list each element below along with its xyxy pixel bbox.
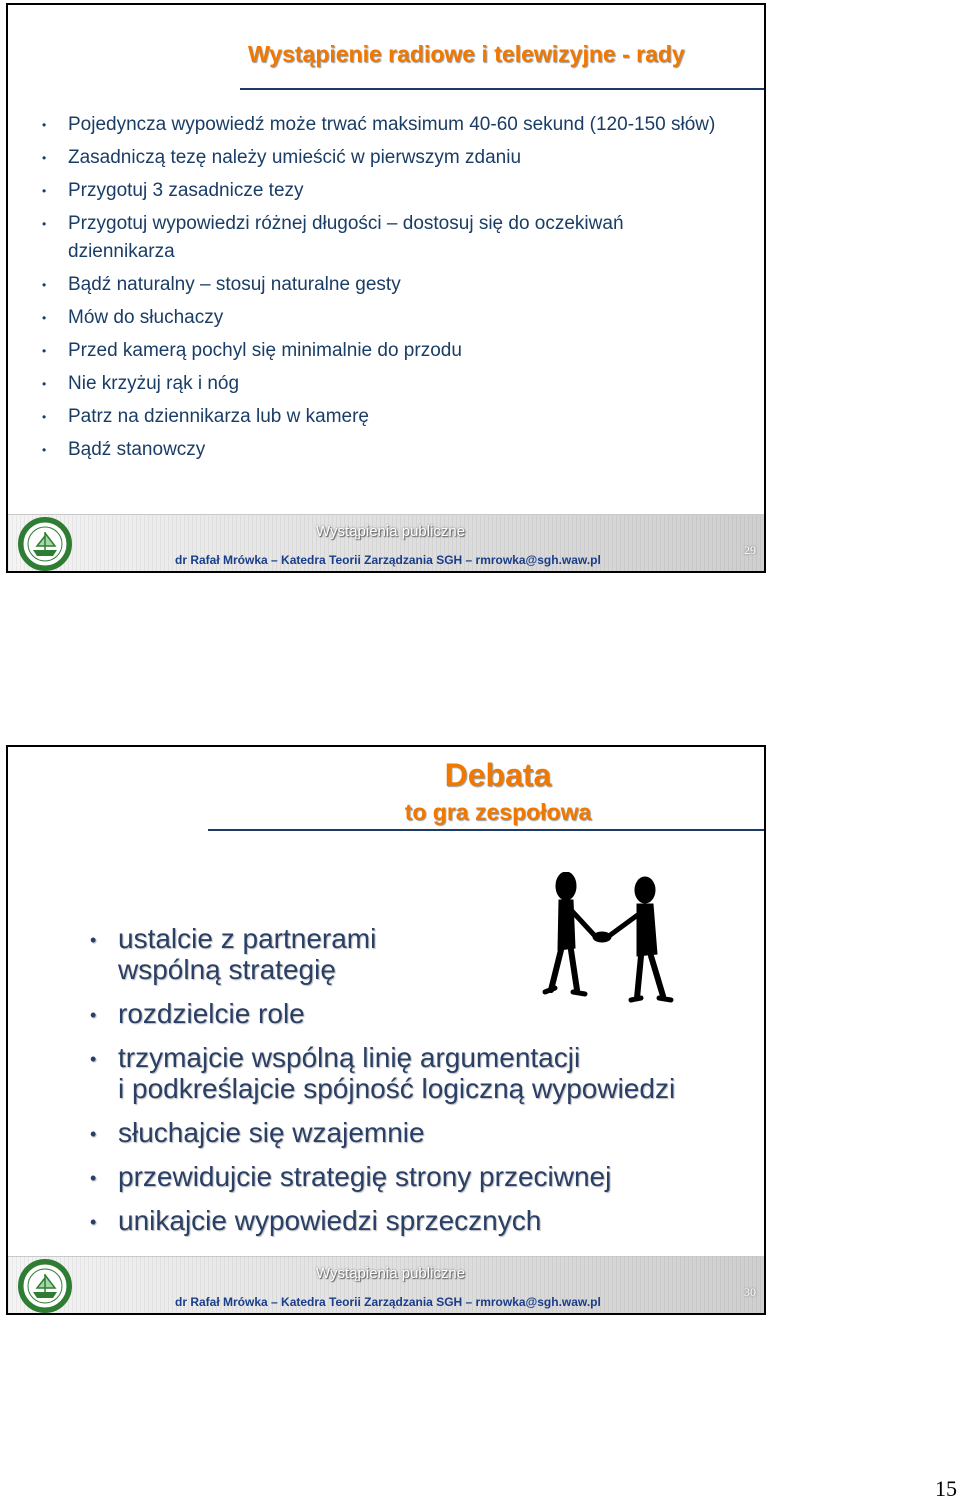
bullet-icon: • [90,1124,97,1144]
course-name: Wystąpienia publiczne [316,523,466,540]
list-item: • Mów do słuchaczy [68,304,728,332]
slide-30 [6,745,766,1315]
list-item: • Przygotuj 3 zasadnicze tezy [68,177,728,205]
bullet-icon: • [90,1168,97,1188]
slide-subtitle: to gra zespołowa [404,799,592,825]
bullet-icon: • [42,151,47,165]
university-logo-icon [18,1259,72,1313]
bullet-icon: • [42,217,47,231]
title-divider [208,829,764,831]
list-item: • unikajcie wypowiedzi sprzecznych [90,1205,542,1236]
list-item: • słuchajcie się wzajemnie [90,1117,425,1148]
slide-title: Debata [444,757,552,793]
author-info: dr Rafał Mrówka – Katedra Teorii Zarządzania SGH – rmrowka@sgh.waw.pl [175,553,601,567]
slide-footer [8,1256,764,1313]
bullet-list [42,111,728,469]
slide-number: 29 [744,543,756,557]
bullet-icon: • [42,184,47,198]
bullet-icon: • [42,344,47,358]
course-name: Wystąpienia publiczne [316,1265,466,1282]
slide-footer [8,514,764,571]
bullet-list [90,923,758,1249]
list-item: • Nie krzyżuj rąk i nóg [68,370,728,398]
list-item: • Bądź naturalny – stosuj naturalne gesty [68,271,728,299]
list-item: • Bądź stanowczy [68,436,728,464]
list-item: • Zasadniczą tezę należy umieścić w pierwszym zdaniu [68,144,728,172]
bullet-icon: • [42,377,47,391]
list-item: • Przed kamerą pochyl się minimalnie do przodu [68,337,728,365]
bullet-icon: • [42,410,47,424]
list-item: • Pojedyncza wypowiedź może trwać maksimum 40-60 sekund (120-150 słów) [68,111,728,139]
university-logo-icon [18,517,72,571]
list-item: • Patrz na dziennikarza lub w kamerę [68,403,728,431]
author-info: dr Rafał Mrówka – Katedra Teorii Zarządzania SGH – rmrowka@sgh.waw.pl [175,1295,601,1309]
page-number: 15 [935,1476,957,1501]
bullet-icon: • [42,278,47,292]
slide-number: 30 [744,1285,756,1299]
bullet-icon: • [90,930,97,950]
bullet-icon: • [90,1005,97,1025]
list-item: • trzymajcie wspólną linię argumentacji i podkreślajcie spójność logiczną wypowiedzi [90,1042,676,1104]
list-item: • Przygotuj wypowiedzi różnej długości – dostosuj się do oczekiwań dziennikarza [68,210,728,266]
bullet-icon: • [90,1049,97,1069]
list-item: • przewidujcie strategię strony przeciwnej [90,1161,612,1192]
slide-title: Wystąpienie radiowe i telewizyjne - rady [248,41,685,67]
list-item: • ustalcie z partnerami wspólną strategię [90,923,377,985]
slide-29 [6,3,766,573]
bullet-icon: • [42,443,47,457]
bullet-icon: • [42,118,47,132]
list-item: • rozdzielcie role [90,998,305,1029]
title-divider [240,88,764,90]
bullet-icon: • [42,311,47,325]
bullet-icon: • [90,1212,97,1232]
